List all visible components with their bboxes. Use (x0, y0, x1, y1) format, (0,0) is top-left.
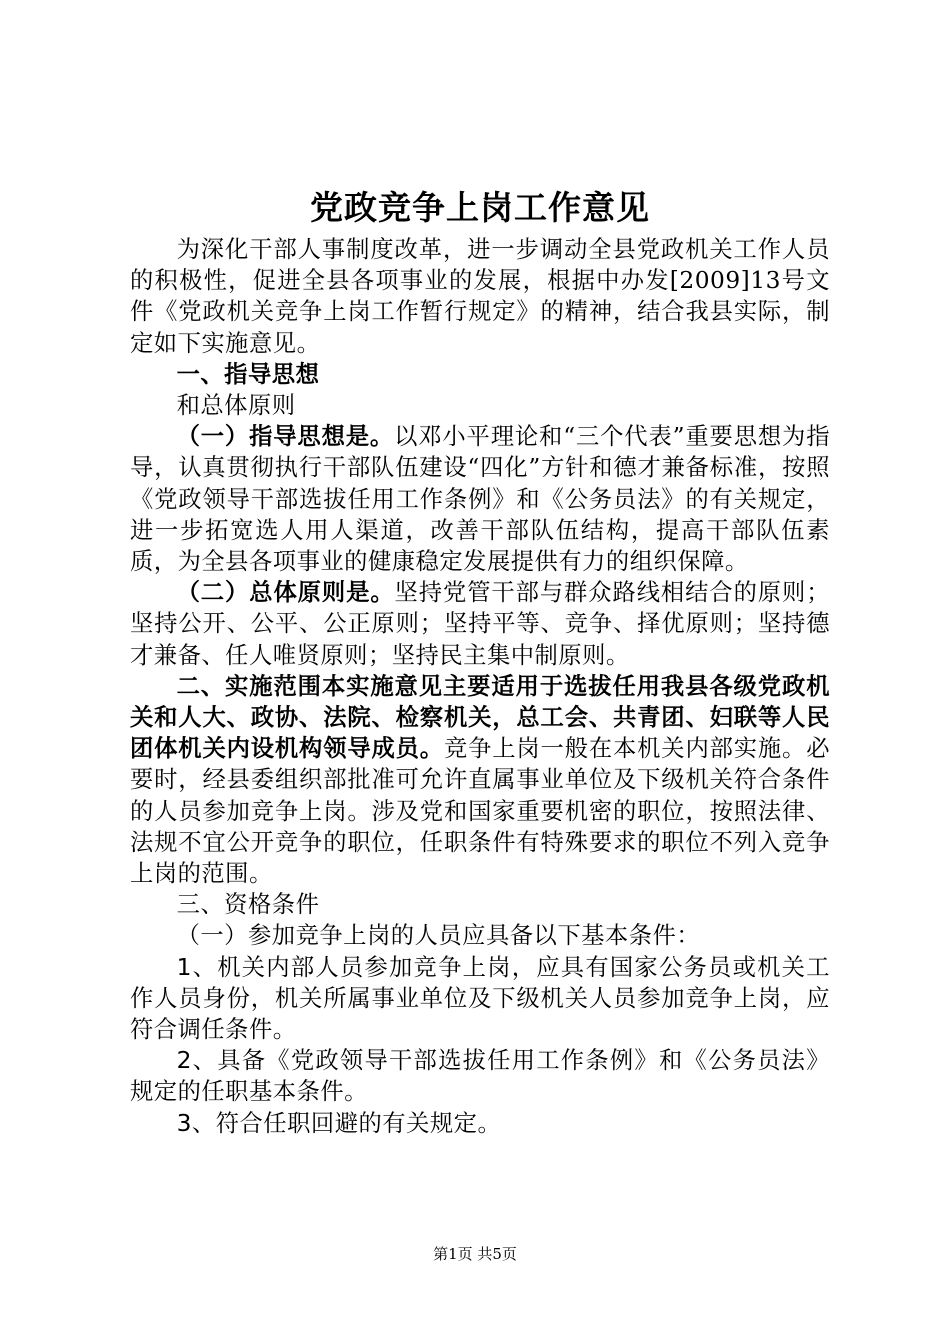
paragraph-scope (130, 671, 830, 889)
paragraph-text: 3、符合任职回避的有关规定。 (176, 1109, 502, 1137)
paragraph-text: 竞争上岗一般在本机关内部实施。必要时，经县委组织部批准可允许直属事业单位及下级机关符合条件的人员参加竞争上岗。涉及党和国家重要机密的职位，按照法律、法规不宜公开竞争的职位，任职条件有特殊要求的职位不列入竞争上岗的范围。 (130, 735, 831, 888)
paragraph-text: 1、机关内部人员参加竞争上岗，应具有国家公务员或机关工作人员身份，机关所属事业单位及下级机关人员参加竞争上岗，应符合调任条件。 (130, 953, 830, 1044)
paragraph-condition-2 (130, 1045, 830, 1107)
paragraph-lead: 二、实施范围本实施意见主要适用于选拔任用我县各级党政机关和人大、政协、法院、检察机关，总工会、共青团、妇联等人民团体机关内设机构领导成员。 (130, 672, 830, 763)
paragraph-text: 为深化干部人事制度改革，进一步调动全县党政机关工作人员的积极性，促进全县各项事业的发展，根据中办发[2009]13号文件《党政机关竞争上岗工作暂行规定》的精神，结合我县实际，制定如下实施意见。 (130, 236, 830, 357)
paragraph-intro (130, 234, 830, 359)
paragraph-lead: （一）指导思想是。 (176, 423, 395, 451)
paragraph-condition-3 (130, 1108, 830, 1139)
paragraph-general-principle-heading (130, 390, 830, 421)
page-footer: 第1页 共5页 (433, 1245, 517, 1263)
document-title: 党政竞争上岗工作意见 (310, 188, 650, 227)
paragraph-text: 三、资格条件 (176, 891, 320, 919)
paragraph-condition-1 (130, 952, 830, 1046)
paragraph-text: 以邓小平理论和“三个代表”重要思想为指导，认真贯彻执行干部队伍建设“四化”方针和德才兼备标准，按照《党政领导干部选拔任用工作条例》和《公务员法》的有关规定，进一步拓宽选人用人渠道，改善干部队伍结构，提高干部队伍素质，为全县各项事业的健康稳定发展提供有力的组织保障。 (130, 423, 831, 576)
paragraph-text: 坚持党管干部与群众路线相结合的原则；坚持公开、公平、公正原则；坚持平等、竞争、择优原则；坚持德才兼备、任人唯贤原则；坚持民主集中制原则。 (130, 579, 831, 669)
paragraph-lead: 一、指导思想 (176, 360, 320, 388)
paragraph-guiding-thought (130, 421, 830, 577)
heading-guiding-thought (130, 359, 830, 390)
paragraph-general-principle (130, 577, 830, 671)
heading-qualifications (130, 889, 830, 920)
paragraph-lead: （二）总体原则是。 (176, 579, 395, 607)
document-page (130, 186, 830, 1139)
paragraph-basic-conditions (130, 920, 830, 951)
paragraph-text: （一）参加竞争上岗的人员应具备以下基本条件： (176, 922, 701, 950)
paragraph-text: 和总体原则 (176, 392, 296, 420)
paragraph-text: 2、具备《党政领导干部选拔任用工作条例》和《公务员法》规定的任职基本条件。 (130, 1047, 830, 1106)
